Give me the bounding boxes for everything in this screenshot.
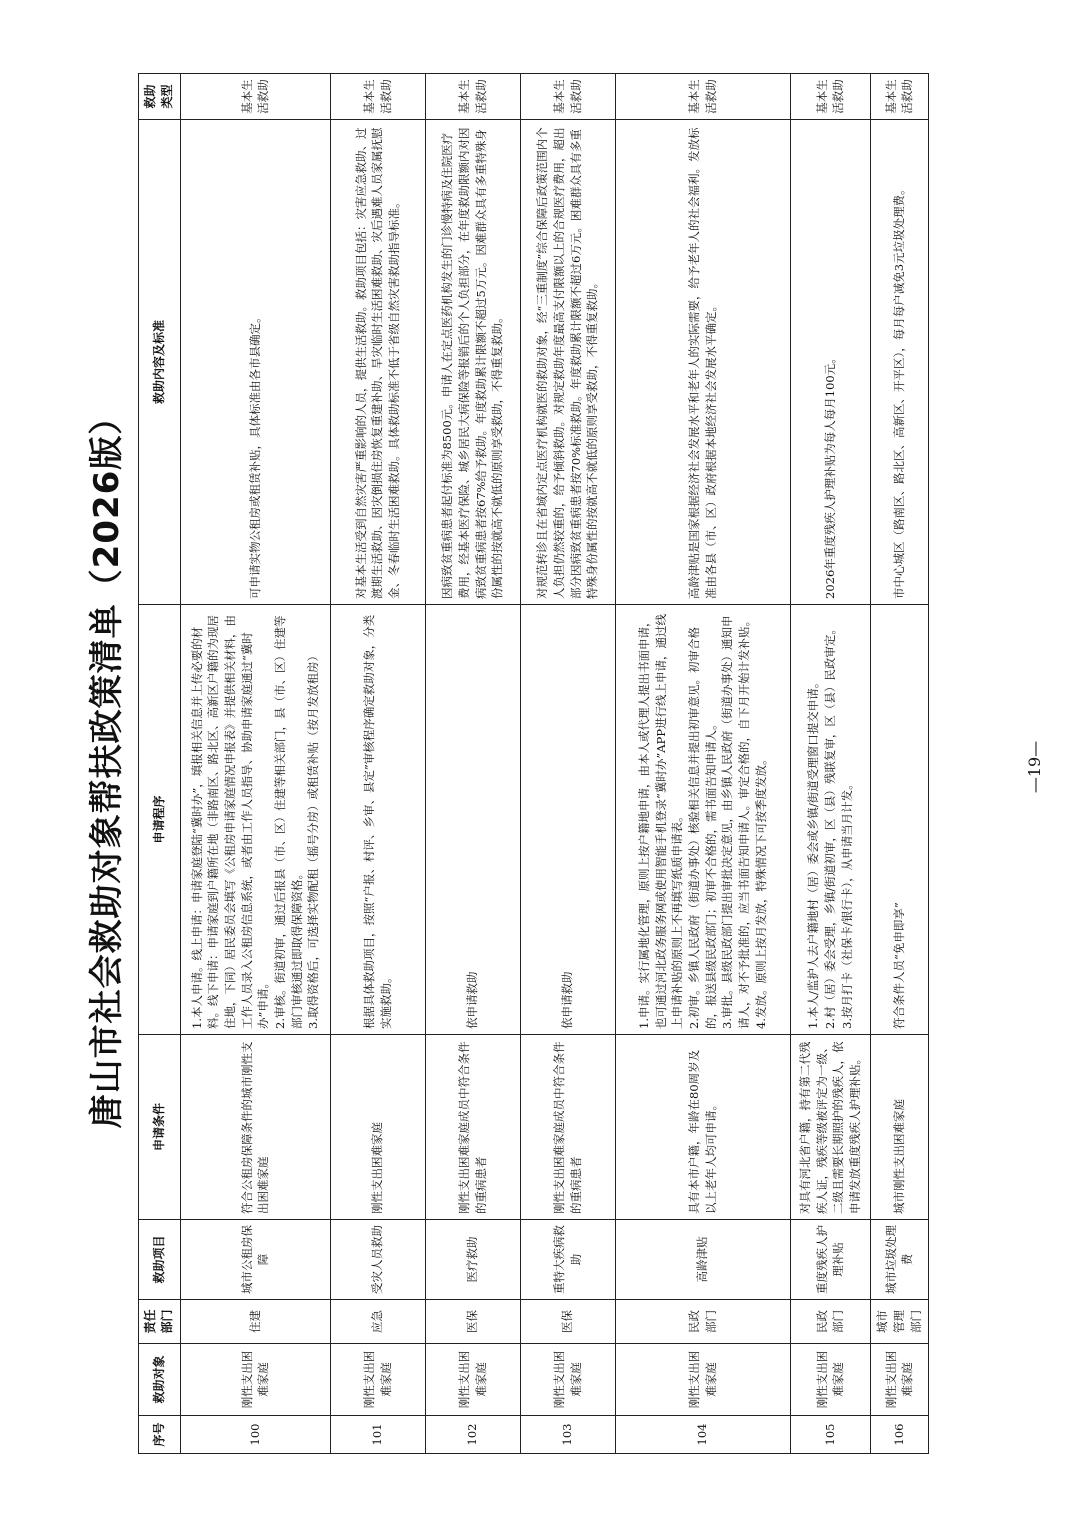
table-row — [615, 74, 790, 1454]
procedure-line: 依申请救助 — [465, 971, 480, 1029]
cell-item: 重度残疾人护理补贴 — [790, 1220, 870, 1300]
cell-no: 106 — [870, 1416, 928, 1454]
cell-item: 城市公租房保障 — [180, 1220, 330, 1300]
header-no: 序号 — [139, 1416, 181, 1454]
cell-dept: 应急 — [330, 1300, 425, 1344]
cell-type: 基本生活救助 — [790, 74, 870, 120]
cell-procedure — [615, 605, 790, 1035]
cell-type: 基本生活救助 — [615, 74, 790, 120]
table-row — [330, 74, 425, 1454]
procedure-line: 3.取得资格后，可选择实物配租（摇号分房）或租赁补贴（按月发放租房） — [306, 650, 321, 1029]
procedure-line: 4.发放。原则上按月发放，特殊情况下可按季度发放。 — [753, 753, 768, 1029]
cell-type: 基本生活救助 — [520, 74, 615, 120]
procedure-line: 2.初审。乡镇人民政府（街道办事处）核验相关信息并提出初审意见。初审合格的，报送县级民政部门；初审不合格的，需书面告知申请人。 — [687, 627, 718, 1029]
cell-target: 刚性支出困难家庭 — [790, 1344, 870, 1416]
cell-item: 重特大疾病救助 — [520, 1220, 615, 1300]
cell-content: 市中心城区（路南区、路北区、高新区、开平区），每月每户减免3元垃圾处理费。 — [870, 120, 928, 605]
cell-condition: 刚性支出困难家庭成员中符合条件的重病患者 — [520, 1035, 615, 1220]
cell-content: 高龄津贴是国家根据经济社会发展水平和老年人的实际需要，给予老年人的社会福利。发放标准由各县（市、区）政府根据本地经济社会发展水平确定。 — [615, 120, 790, 605]
cell-content: 可申请实物公租房或租赁补贴，具体标准由各市县确定。 — [180, 120, 330, 605]
cell-type: 基本生活救助 — [870, 74, 928, 120]
cell-condition: 符合公租房保障条件的城市刚性支出困难家庭 — [180, 1035, 330, 1220]
cell-dept: 民政部门 — [790, 1300, 870, 1344]
cell-no: 100 — [180, 1416, 330, 1454]
cell-type: 基本生活救助 — [425, 74, 520, 120]
procedure-line: 2.村（居）委会受理，乡镇/街道初审，区（县）残联复审，区（县）民政审定。 — [822, 623, 837, 1029]
cell-item: 医疗救助 — [425, 1220, 520, 1300]
cell-condition: 城市刚性支出困难家庭 — [870, 1035, 928, 1220]
cell-target: 刚性支出困难家庭 — [180, 1344, 330, 1416]
cell-procedure — [425, 605, 520, 1035]
cell-procedure — [330, 605, 425, 1035]
cell-procedure — [870, 605, 928, 1035]
cell-item: 受灾人员救助 — [330, 1220, 425, 1300]
cell-dept: 医保 — [425, 1300, 520, 1344]
table-body — [180, 74, 928, 1454]
procedure-line: 符合条件人员“免申即享” — [891, 902, 906, 1029]
header-item: 救助项目 — [139, 1220, 181, 1300]
procedure-line: 1.申请。实行属地化管理，原则上按户籍地申请，由本人或代理人提出书面申请，也可通过河北政务服务网或使用智能手机登录“冀时办”APP进行线上申请，通过线上申请补贴的原则上不再填写纸质申请表。 — [637, 613, 685, 1029]
cell-dept: 住建 — [180, 1300, 330, 1344]
cell-no: 104 — [615, 1416, 790, 1454]
header-condition: 申请条件 — [139, 1035, 181, 1220]
procedure-line: 2.审核。街道初审，通过后报县（市、区）住建等相关部门，县（市、区）住建等部门审核通过即取得保障资格。 — [272, 615, 304, 1029]
header-content: 救助内容及标准 — [139, 120, 181, 605]
cell-content: 对基本生活受到自然灾害严重影响的人员，提供生活救助。救助项目包括：灾害应急救助、过渡期生活救助、因灾倒损住房恢复重建补助、旱灾临时生活困难救助、灾后遇难人员家属抚慰金、冬春临时生活困难救助。具体救助标准不低于省级自然灾害救助指导标准。 — [330, 120, 425, 605]
table-header-row — [139, 74, 181, 1454]
document-title: 唐山市社会救助对象帮扶政策清单（2026版） — [87, 399, 127, 1129]
table-row — [520, 74, 615, 1454]
cell-target: 刚性支出困难家庭 — [870, 1344, 928, 1416]
cell-content: 2026年重度残疾人护理补贴为每人每月100元。 — [790, 120, 870, 605]
cell-condition: 刚性支出困难家庭 — [330, 1035, 425, 1220]
procedure-line: 3.按月打卡（社保卡/银行卡），从申请当月计发。 — [839, 778, 854, 1029]
cell-content: 因病致贫重病患者起付标准为8500元。申请人在定点医药机构发生的门诊慢特病及住院医疗费用，经基本医疗保险、城乡居民大病保险等报销后的个人负担部分，在年度救助限额内对因病致贫重病患者按67%给予救助。年度救助累计限额不超过5万元。因难群众具有多重特殊身份属性的按就高不就低的原则享受救助，不得重复救助。 — [425, 120, 520, 605]
header-dept: 责任部门 — [139, 1300, 181, 1344]
cell-no: 105 — [790, 1416, 870, 1454]
cell-condition: 具有本市户籍，年龄在80周岁及以上老年人均可申请。 — [615, 1035, 790, 1220]
cell-no: 101 — [330, 1416, 425, 1454]
header-type: 救助类型 — [139, 74, 181, 120]
cell-procedure — [520, 605, 615, 1035]
cell-content: 对规范转诊且在省域内定点医疗机构就医的救助对象，经“三重制度”综合保障后政策范围内个人负担仍然较重的，给予倾斜救助。对规定救助年度最高支付限额以上的合规医疗费用，超出部分因病致贫重病患者按70%标准救助。年度救助累计限额不超过6万元。困难群众具有多重特殊身份属性的按就高不就低的原则享受救助，不得重复救助。 — [520, 120, 615, 605]
cell-procedure — [790, 605, 870, 1035]
table-row — [790, 74, 870, 1454]
cell-no: 102 — [425, 1416, 520, 1454]
cell-item: 高龄津贴 — [615, 1220, 790, 1300]
procedure-line: 1.本人/监护人去户籍地村（居）委会或乡镇/街道受理窗口提交申请。 — [806, 676, 821, 1029]
cell-target: 刚性支出困难家庭 — [425, 1344, 520, 1416]
page-number: —19— — [1024, 740, 1044, 794]
cell-target: 刚性支出困难家庭 — [520, 1344, 615, 1416]
procedure-line: 根据具体救助项目，按照“户报、村评、乡审、县定”审核程序确定救助对象，分类实施救助。 — [362, 614, 393, 1029]
policy-table — [138, 73, 929, 1454]
cell-type: 基本生活救助 — [180, 74, 330, 120]
cell-target: 刚性支出困难家庭 — [330, 1344, 425, 1416]
cell-condition: 对具有河北省户籍，持有第二代残疾人证，残疾等级被评定为一级、二级且需要长期照护的残疾人，依申请发放重度残疾人护理补贴。 — [790, 1035, 870, 1220]
cell-dept: 民政部门 — [615, 1300, 790, 1344]
procedure-line: 1.本人申请。线上申请：申请家庭登陆“冀时办”，填报相关信息并上传必要的材料。线下申请：申请家庭到户籍所在地（非路南区、路北区、高新区户籍的为现居住地，下同）居民委员会填写《公租房申请家庭情况申报表》并提供相关材料，由工作人员录入公租房信息系统，或者由工作人员指导、协助申请家庭通过“冀时办”申请。 — [189, 615, 271, 1029]
cell-no: 103 — [520, 1416, 615, 1454]
procedure-line: 依申请救助 — [560, 971, 575, 1029]
cell-item: 城市垃圾处理费 — [870, 1220, 928, 1300]
header-target: 救助对象 — [139, 1344, 181, 1416]
cell-dept: 城市管理部门 — [870, 1300, 928, 1344]
cell-type: 基本生活救助 — [330, 74, 425, 120]
cell-condition: 刚性支出困难家庭成员中符合条件的重病患者 — [425, 1035, 520, 1220]
cell-target: 刚性支出困难家庭 — [615, 1344, 790, 1416]
procedure-line: 3.审批。县级民政部门提出审批决定意见，由乡镇人民政府（街道办事处）通知申请人，对不予批准的，应当书面告知申请人。审定合格的，自下月开始计发补贴。 — [720, 615, 752, 1029]
table-row — [870, 74, 928, 1454]
cell-procedure — [180, 605, 330, 1035]
header-procedure: 申请程序 — [139, 605, 181, 1035]
table-row — [425, 74, 520, 1454]
cell-dept: 医保 — [520, 1300, 615, 1344]
rotated-sheet — [80, 74, 923, 1454]
table-row — [180, 74, 330, 1454]
